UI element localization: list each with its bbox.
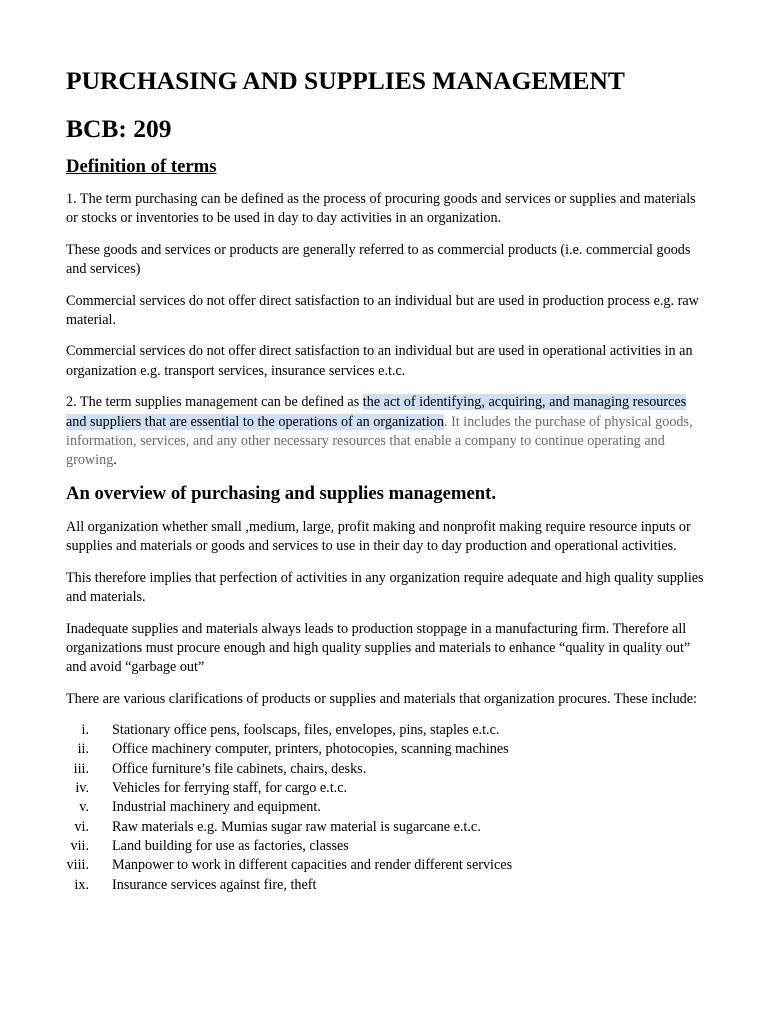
- list-item: [66, 837, 706, 856]
- course-code: BCB: 209: [66, 114, 172, 143]
- list-item-number: ii.: [77, 741, 89, 758]
- list-item: [66, 721, 706, 740]
- overview-heading: An overview of purchasing and supplies management.: [66, 482, 497, 504]
- definition-supplies-management-paragraph: [66, 393, 706, 471]
- commercial-products-paragraph: These goods and services or products are generally referred to as commercial products (i.e. commercial goods and services): [66, 241, 691, 278]
- list-item-number: ix.: [74, 876, 89, 893]
- overview-paragraph-1: All organization whether small ,medium, large, profit making and nonprofit making require resource inputs or supplies and materials or goods and services to use in their day to day production and operational activities.: [66, 518, 691, 555]
- list-item-text: Stationary office pens, foolscaps, files, envelopes, pins, staples e.t.c.: [112, 722, 500, 739]
- list-item-text: Land building for use as factories, classes: [112, 837, 349, 854]
- list-item-number: v.: [79, 799, 89, 816]
- list-item-text: Insurance services against fire, theft: [112, 876, 317, 893]
- list-item-number: vii.: [70, 837, 89, 854]
- supplies-list: [66, 721, 706, 895]
- definition-purchasing-paragraph: 1. The term purchasing can be defined as the process of procuring goods and services or supplies and materials or stocks or inventories to be used in day to day activities in an organization.: [66, 191, 696, 227]
- commercial-services-production-paragraph: Commercial services do not offer direct satisfaction to an individual but are used in production process e.g. raw material.: [66, 292, 699, 329]
- list-item-number: iii.: [73, 760, 89, 777]
- list-item-number: viii.: [66, 857, 89, 874]
- list-item-number: iv.: [75, 780, 89, 797]
- list-item-number: vi.: [74, 818, 89, 835]
- overview-paragraph-2: This therefore implies that perfection of activities in any organization require adequate and high quality supplies and materials.: [66, 569, 704, 606]
- supplies-definition-lead: 2. The term supplies management can be defined as: [66, 394, 363, 411]
- list-item-text: Industrial machinery and equipment.: [112, 799, 321, 816]
- list-item: [66, 856, 706, 875]
- overview-paragraph-4: There are various clarifications of products or supplies and materials that organization procures. These include:: [66, 690, 697, 707]
- list-item: [66, 798, 706, 817]
- list-item-text: Vehicles for ferrying staff, for cargo e.t.c.: [112, 780, 348, 797]
- supplies-definition-grey-text: . It includes the purchase of physical goods, information, services, and any other necessary resources that enable a company to continue operating and growing: [66, 413, 693, 469]
- list-item: [66, 876, 706, 895]
- list-item-text: Manpower to work in different capacities and render different services: [112, 857, 513, 874]
- overview-paragraph-3: Inadequate supplies and materials always leads to production stoppage in a manufacturing firm. Therefore all organizations must procure enough and high quality supplies and materials to enhance “quality in quality out” and avoid “garbage out”: [66, 620, 691, 676]
- highlighted-definition-text: the act of identifying, acquiring, and managing resources and suppliers that are essential to the operations of an organization: [66, 394, 687, 430]
- list-item-number: i.: [81, 722, 89, 739]
- list-item: [66, 779, 706, 798]
- list-item-text: Raw materials e.g. Mumias sugar raw material is sugarcane e.t.c.: [112, 818, 481, 835]
- list-item: [66, 760, 706, 779]
- definitions-heading: Definition of terms: [66, 156, 217, 177]
- list-item-text: Office machinery computer, printers, photocopies, scanning machines: [112, 741, 509, 758]
- list-item: [66, 740, 706, 759]
- document-page: [66, 64, 706, 895]
- supplies-definition-end: .: [113, 452, 117, 469]
- document-title: PURCHASING AND SUPPLIES MANAGEMENT: [66, 66, 625, 95]
- list-item-text: Office furniture’s file cabinets, chairs, desks.: [112, 760, 367, 777]
- commercial-services-operational-paragraph: Commercial services do not offer direct satisfaction to an individual but are used in operational activities in an organization e.g. transport services, insurance services e.t.c.: [66, 343, 693, 379]
- list-item: [66, 818, 706, 837]
